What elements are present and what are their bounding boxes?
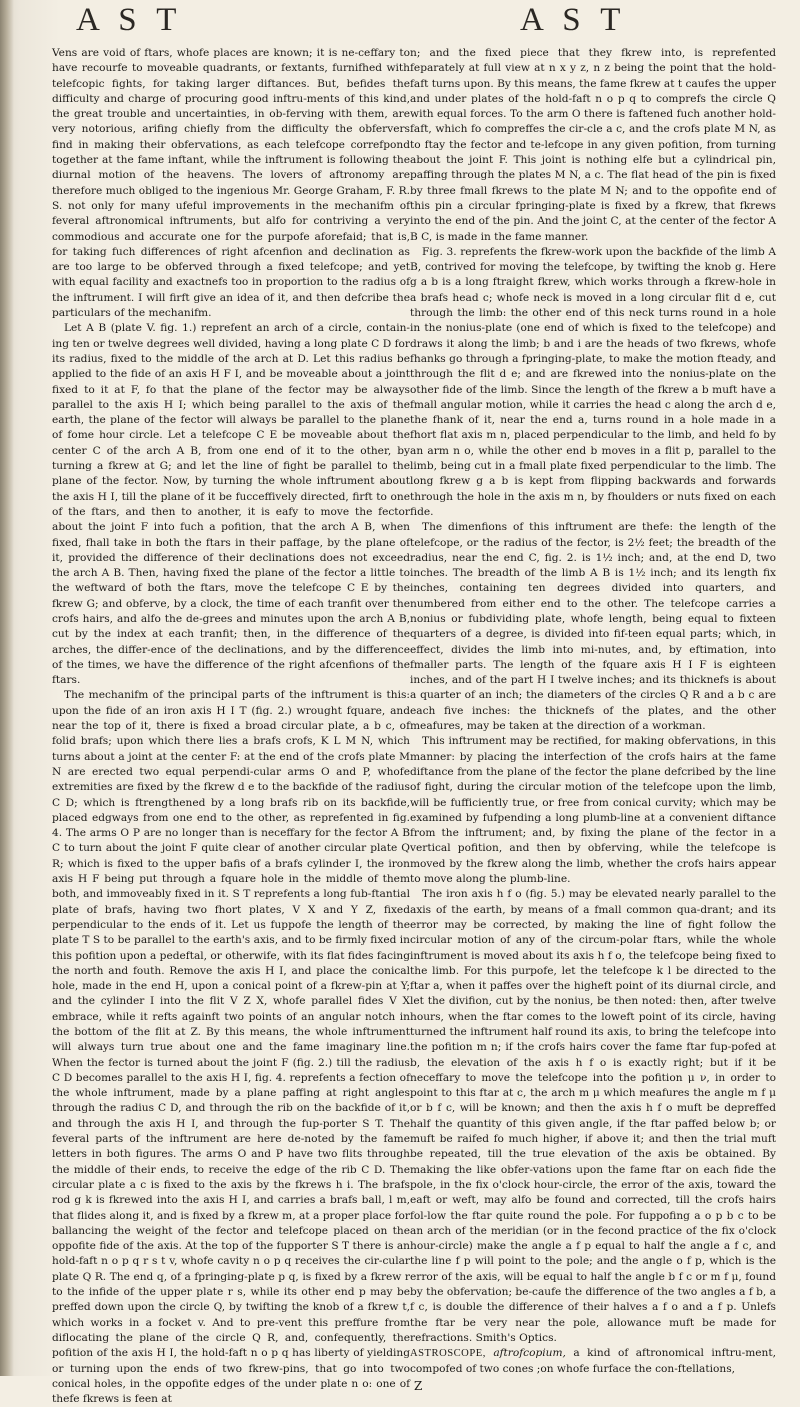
left-running-head: A S T — [76, 2, 183, 38]
paragraph: The iron axis h f o (fig. 5.) may be elevated nearly parallel to the axis of the earth, by means of a fmall common qua-drant; and its error may be corrected, by making the line of fight follow the circular motion of any of the circum-polar ftars, while the whole inftrument is moved about its axis h f o, the telefcope being fixed to the limb. For this purpofe, let the telefcope k l be directed to the ftar a, when it paffes over the higheft point of its diurnal circle, and let the divifion, cut by the nonius, be then noted: then, after twelve hours, when the ftar comes to the loweft point of its circle, having turned the inftrument half round its axis, to bring the telefcope into the pofition m n; if the crofs hairs cover the fame ftar fup-pofed at b, the elevation of the axis h f o is exactly right; but if it be neceffary to move the telefcope into the pofition μ ν, in order to point to this ftar at c, the arch m μ which meafures the angle m f μ or b f c, will be known; and then the axis h f o muft be depreffed half the quantity of this given angle, if the ftar paffed below b; or muft be raifed fo much higher, if above it; and then the trial muft be repeated, till the true elevation of the axis be obtained. By making the like obfer-vations upon the fame ftar on each fide the pole, in the fix o'clock hour-circle, the error of the axis, toward the eaft or weft, may alfo be found and corrected, till the crofs hairs fol-low the ftar quite round the pole. For fuppofing a o p b c to be an arch of the meridian (or in the fecond practice of the fix o'clock hour-circle) make the angle a f p equal to half the angle a f c, and the line f p will point to the pole; and the angle o f p, which is the error of the axis, will be equal to half the angle b f c or m f μ, found by the obfervation; be-caufe the difference of the two angles a f b, a f c, is double the difference of their halves a f o and a f p. Unlefs the ftar be very near the pole, allowance muft be made for refractions. Smith's Optics. — [410, 888, 776, 1344]
paragraph: This inftrument may be rectified, for making obfervations, in this manner: by placing the interfection of the crofs hairs at the fame diftance from the plane of the fector the plane defcribed by the line of fight, during the circular motion of the telefcope upon the limb, will be fufficiently true, or free from conical curvity; which may be examined by fufpending a long plumb-line at a convenient diftance from the inftrument; and, by fixing the plane of the fector in a vertical pofition, and then by obferving, while the telefcope is moved by the fkrew along the limb, whether the crofs hairs appear to move along the plumb-line. — [410, 735, 776, 886]
paragraph: Fig. 3. reprefents the fkrew-work upon the backfide of the limb A B, contrived for moving the telefcope, by twifting the knob g. Here g a b is a long ftraight fkrew, which works through a fkrew-hole in a brafs head c; whofe neck is moved in a long circular flit d e, cut through the limb: the other end of this neck turns round in a hole in the nonius-plate (one end of which is fixed to the telefcope) and draws it along the limb; b and i are the heads of two fkrews, whofe fhanks go through a fpringing-plate, to make the motion fteady, and through the flit d e; and are fkrewed into the nonius-plate on the other fide of the limb. Since the length of the fkrew a b muft have a fmall angular motion, while it carries the head c along the arch d e, the fhank of it, near the end a, turns round in a hole made in a fhort flat axis m n, placed perpendicular to the limb, and held fo by an arm n o, while the other end b moves in a flit p, parallel to the limb, being cut in a fmall plate fixed perpendicular to the limb. The long fkrew g a b is kept from flipping backwards and forwards through the hole in the axis m n, by fhoulders or nuts fixed on each fide. — [410, 245, 776, 518]
paragraph: The dimenfions of this inftrument are thefe: the length of the telefcope, or the radius of the fector, is 2½ feet; the breadth of the radius, near the end C, fig. 2. is 1½ inch; and, at the end D, two inches. The breadth of the limb A B is 1½ inch; and its length fix inches, containing ten degrees divided into quarters, and numbered from either end to the other. The telefcope carries a nonius or fubdividing plate, whofe length, being equal to fixteen quarters of a degree, is divided into fif-teen equal parts; which, in effect, divides the limb into mi-nutes, and, by eftimation, into fmaller parts. The length of the fquare axis H I F is eighteen inches, and of the part H I twelve inches; and its thicknefs is about a quarter of an inch; the diameters of the circles Q R and a b c are each five inches: the thicknefs of the plates, and the other meafures, may be taken at the direction of a workman. — [410, 521, 776, 733]
paragraph: Vens are void of ftars, whofe places are known; it is ne-ceffary to have recourfe to moveable quadrants, or fextants, furnifhed with telefcopic fights, for taking larger diftances. But, befides the difficulty and charge of procuring good inftru-ments of this kind, the great trouble and uncertainties, in ob-ferving with them, are very notorious, arifing chiefly from the difficulty the obfervers find in making their obfervations, as each telefcope correfpond together at the fame inftant, while the inftrument is following the diurnal motion of the heavens. The lovers of aftronomy are therefore much obliged to the ingenious Mr. George Graham, F. R. S. not only for many ufeful improvements in the mechanifm of feveral aftronomical inftruments, but alfo for contriving a very commodious and accurate one for the purpofe aforefaid; that is, for taking fuch differences of right afcenfion and declination as are too large to be obferved through a fixed telefcope; and yet with equal facility and exactnefs too in proportion to the radius of the inftrument. I will firft give an idea of it, and then defcribe the particulars of the mechanifm. — [52, 47, 410, 320]
paragraph: The mechanifm of the principal parts of the inftrument is this: upon the fide of an iron axis H I T (fig. 2.) wrought fquare, and near the top of it, there is fixed a broad circular plate, a b c, of folid brafs; upon which there lies a brafs crofs, K L M N, which turns about a joint at the center F: at the end of the crofs plate M N are erected two equal perpendi-cular arms O and P, whofe extremities are fixed by the fkrew d e to the backfide of the radius C D; which is ftrengthened by a long brafs rib on its backfide, placed edgways from one end to the other, as reprefented in fig. 4. The arms O P are no longer than is neceffary for the fector A B C to turn about the joint F quite clear of another circular plate Q R; which is fixed to the upper bafis of a brafs cylinder I, the iron axis H F being put through a fquare hole in the middle of them both, and immoveably fixed in it. S T reprefents a long fub-ftantial plate of brafs, having two fhort plates, V X and Y Z, fixed perpendicular to the ends of it. Let us fuppofe the length of the plate T S to be parallel to the earth's axis, and to be firmly fixed in this pofition upon a pedeftal, or otherwife, with its flat fides facing the north and fouth. Remove the axis H I, and place the conical hole, made in the end H, upon a conical point of a fkrew-pin at Y; and the cylinder I into the flit V Z X, whofe parallel fides V X embrace, while it refts againft two points of an angular notch in the bottom of the flit at Z. By this means, the whole inftrument will always turn true about one and the fame imaginary line. When the fector is turned about the joint F (fig. 2.) till the radius C D becomes parallel to the axis H I, fig. 4. reprefents a fection of the whole inftrument, made by a plane paffing at right angles through the radius C D, and through the rib on the backfide of it, and through the axis H I, and through the fup-porter S T. The feveral parts of the inftrument are here de-noted by the fame letters in both figures. The arms O and P have two flits through the middle of their ends, to receive the edge of the rib C D. The circular plate a c is fixed to the axis by the fkrews h i. The brafs rod g k is fkrewed into the axis H I, and carries a brafs ball, l m, that flides along it, and is fixed by a fkrew m, at a proper place for ballancing the weight of the fector and telefcope placed on the oppofite fide of the axis. At the top of the fupporter S T there is an hold-faft n o p q r s t v, whofe cavity n o p q receives the cir-cular plate Q R. The end q, of a fpringing-plate p q, is fixed by a fkrew r to the infide of the upper plate r s, while its other end p may be preffed down upon the circle Q, by twifting the knob of a fkrew t, which works in a focket v. And to pre-vent this preffure from diflocating the plane of the circle Q R, and, confequently, the pofition of the axis H I, the hold-faft n o p q has liberty of yielding or turning upon the ends of two fkrew-pins, that go into two conical holes, in the oppofite edges of the under plate n o: one of thefe fkrews is feen at — [52, 689, 410, 1406]
entry-definition: a kind of aftronomical inftru-ment, compofed of two cones ;on whofe furface the con-ftellations, — [410, 1347, 776, 1375]
binding-gutter-shadow — [0, 0, 14, 1376]
signature-mark: Z — [414, 1378, 423, 1393]
entry-latin-term: aftrofcopium, — [493, 1347, 566, 1360]
text-columns — [30, 46, 782, 1406]
right-column — [410, 46, 782, 1393]
left-column — [30, 46, 410, 1406]
page-header — [30, 0, 782, 46]
right-running-head: A S T — [520, 2, 627, 38]
entry-headword: ASTROSCOPE, — [410, 1348, 486, 1360]
dictionary-entry — [410, 1346, 776, 1377]
paragraph: n; and the fixed piece that they fkrew into, is reprefented feparately at full view at n x y z, n z being the point that the hold-faft turns upon. By this means, the fame fkrew at t caufes the upper and under plates of the hold-faft n o p q to comprefs the circle Q with equal forces. To the arm O there is faftened fuch another hold-faft, which fo compreffes the cir-cle a c, and the crofs plate M N, as to ftay the fector and te-lefcope in any given pofition, from turning about the joint F. This joint is nothing elfe but a cylindrical pin, paffing through the plates M N, a c. The flat head of the pin is fixed by three fmall fkrews to the plate M N; and to the oppofite end of this pin a circular fpringing-plate is fixed by a fkrew, that fkrews into the end of the pin. And the joint C, at the center of the fector A B C, is made in the fame manner. — [410, 47, 776, 243]
paragraph: Let A B (plate V. fig. 1.) reprefent an arch of a circle, contain-ing ten or twelve degrees well divided, having a long plate C D for its radius, fixed to the middle of the arch at D. Let this radius be applied to the fide of an axis H F I, and be moveable about a joint fixed to it at F, fo that the plane of the fector may be always parallel to the axis H I; which being parallel to the axis of the earth, the plane of the fector will always be parallel to the plane of fome hour circle. Let a telefcope C E be moveable about the center C of the arch A B, from one end of it to the other, by turning a fkrew at G; and let the line of fight be parallel to the plane of the fector. Now, by turning the whole inftrument about the axis H I, till the plane of it be fucceffively directed, firft to one of the ftars, and then to another, it is eafy to move the fector about the joint F into fuch a pofition, that the arch A B, when fixed, fhall take in both the ftars in their paffage, by the plane of it, provided the difference of their declinations does not exceed the arch A B. Then, having fixed the plane of the fector a little to the weftward of both the ftars, move the telefcope C E by the fkrew G; and obferve, by a clock, the time of each tranfit over the crofs hairs, and alfo the de-grees and minutes upon the arch A B, cut by the index at each tranfit; then, in the difference of the arches, the differ-ence of the declinations, and by the difference of the times, we have the difference of the right afcenfions of the ftars. — [52, 322, 410, 687]
